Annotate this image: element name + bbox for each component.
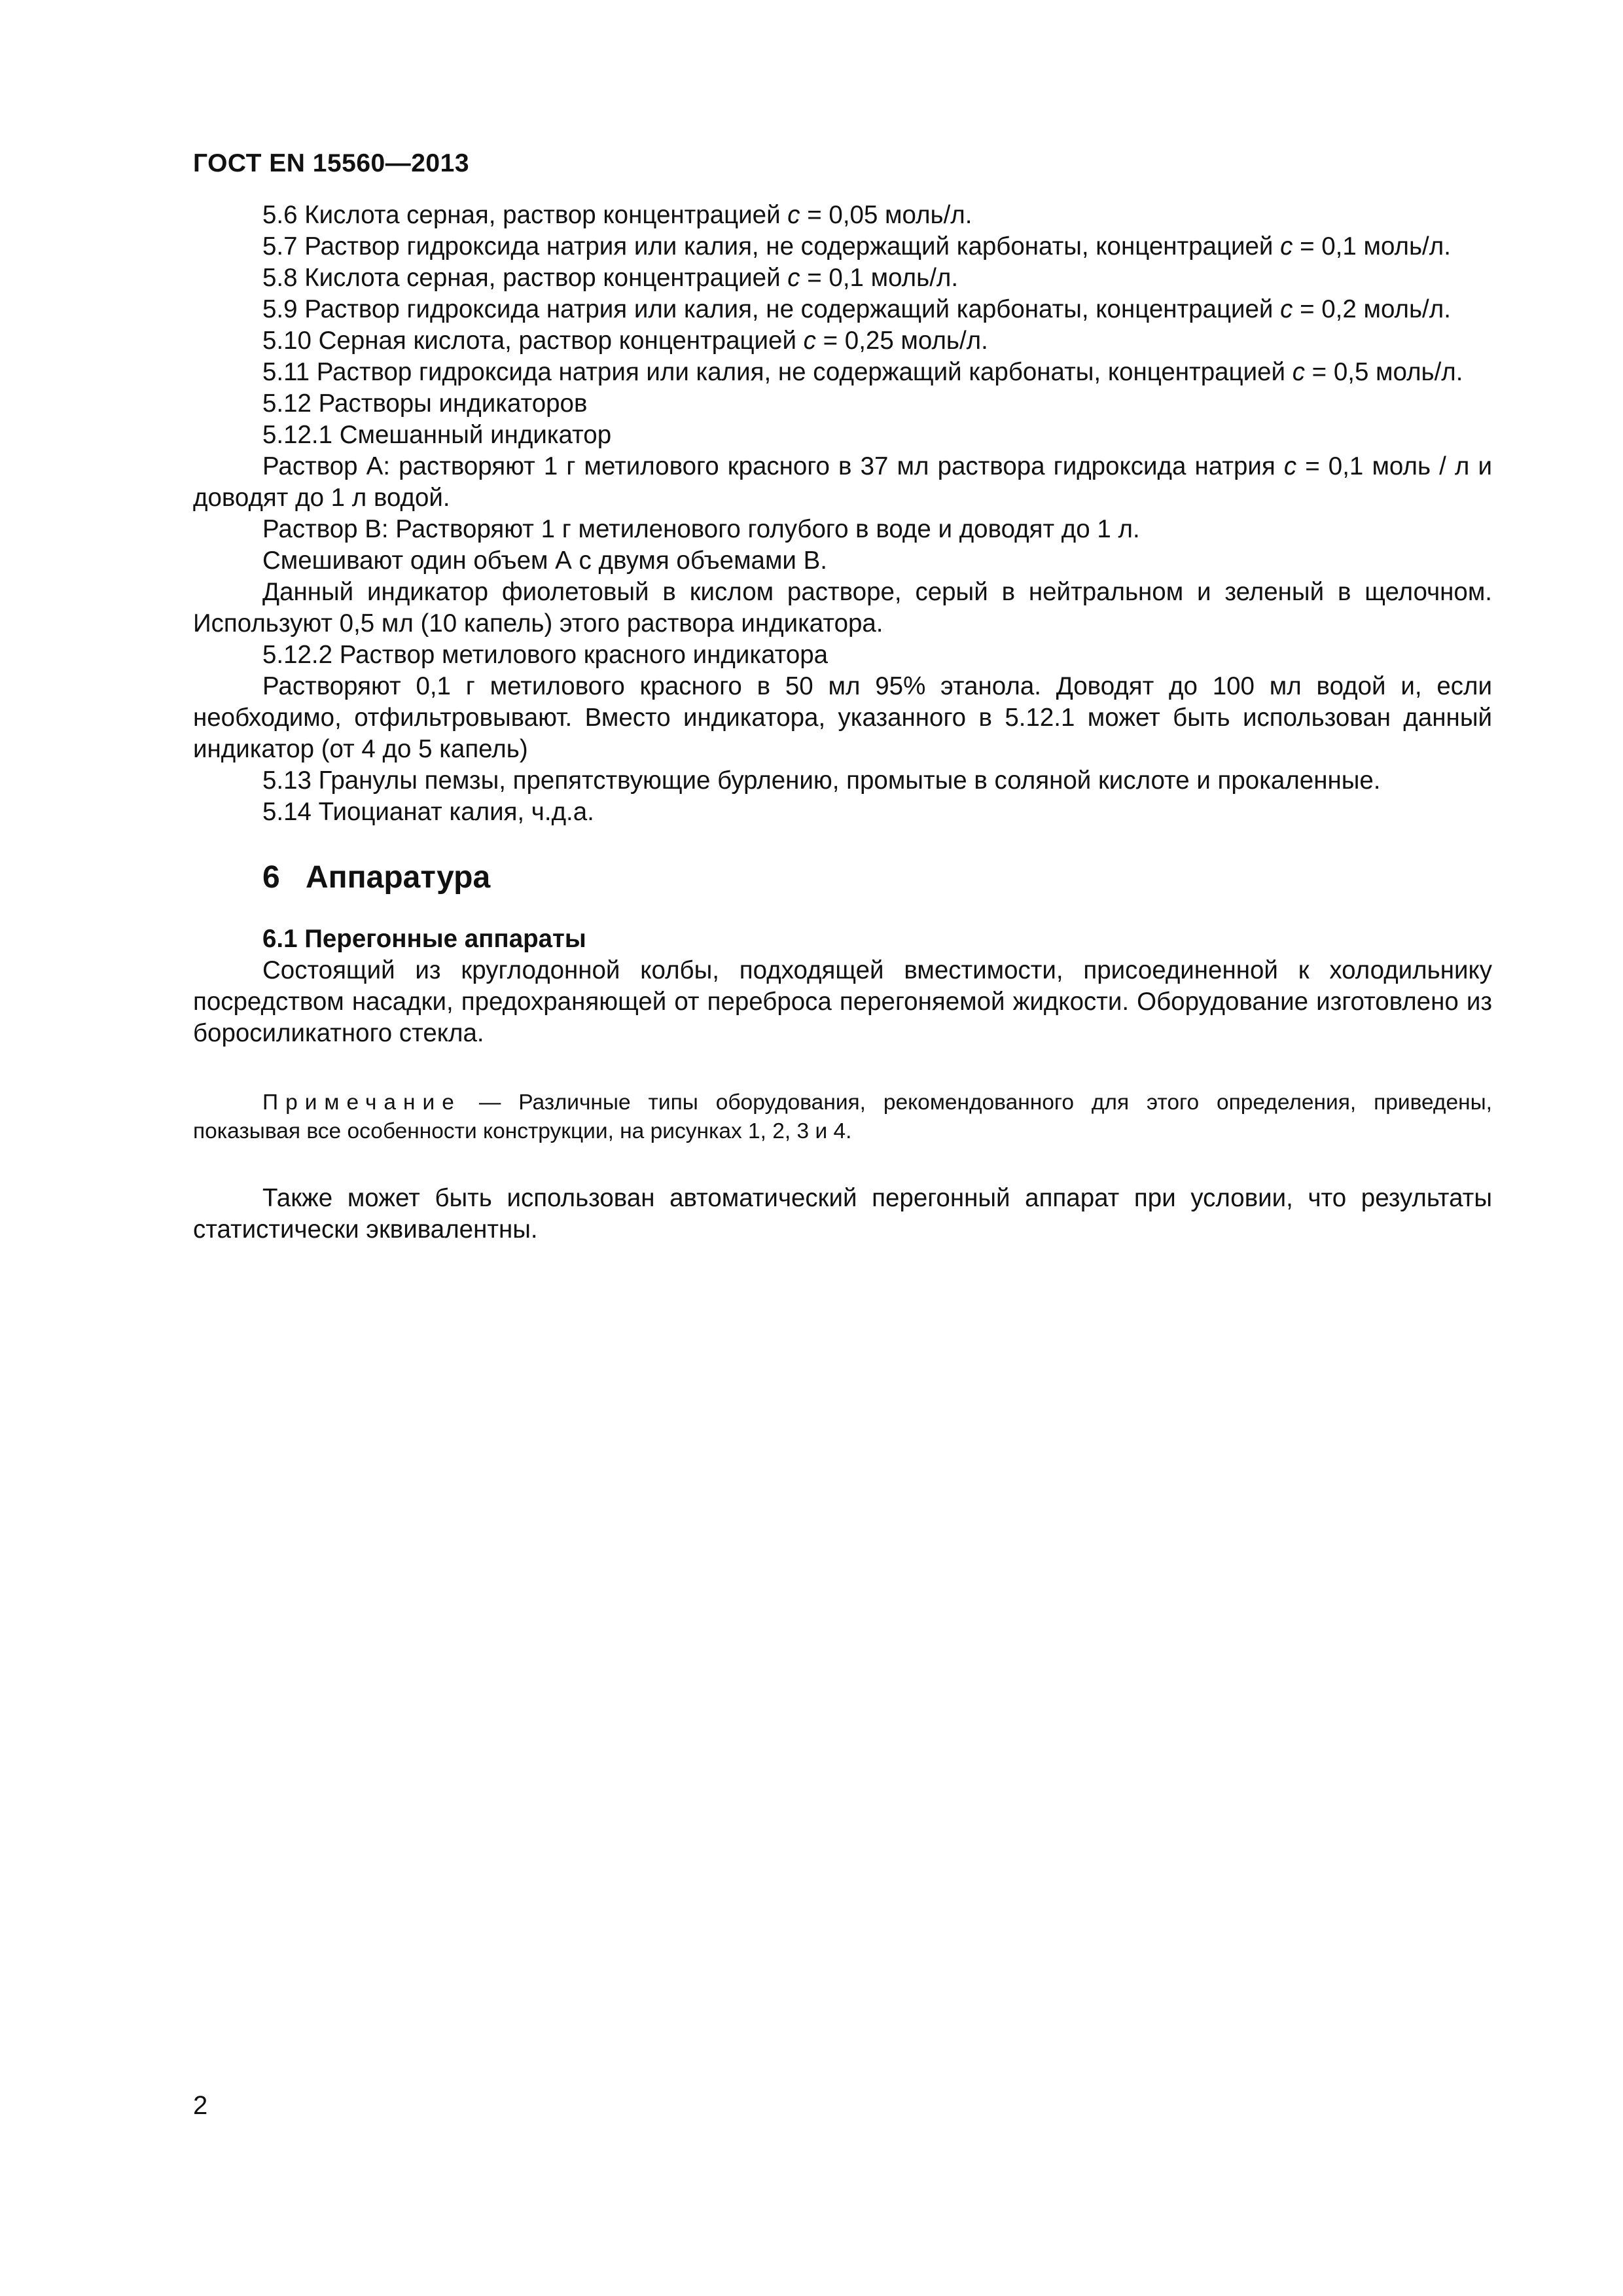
section-title-text: Аппаратура	[306, 860, 491, 895]
automatic-apparatus-text: Также может быть использован автоматический перегонный аппарат при условии, что результаты статистически эквивалентны.	[193, 1184, 1492, 1244]
reagent-5-6: 5.6 Кислота серная, раствор концентрацией c = 0,05 моль/л.	[262, 201, 972, 229]
document-header: ГОСТ EN 15560—2013	[193, 149, 470, 177]
reagent-5-14: 5.14 Тиоцианат калия, ч.д.а.	[262, 798, 594, 826]
section-number: 6	[262, 860, 280, 895]
apparatus-description: Состоящий из круглодонной колбы, подходящей вместимости, присоединенной к холодильнику посредством насадки, предохраняющей от переброса перегоняемой жидкости. Оборудование изготовлено из боросиликатного стекла.	[193, 956, 1492, 1047]
subsection-6-1-title: 6.1 Перегонные аппараты	[262, 925, 586, 953]
reagent-5-7: 5.7 Раствор гидроксида натрия или калия, не содержащий карбонаты, концентрацией c = 0,1 моль/л.	[262, 232, 1451, 260]
page-number: 2	[193, 2091, 208, 2120]
note-text: — Различные типы оборудования, рекомендованного для этого определения, приведены, показывая все особенности конструкции, на рисунках 1, 2, 3 и 4.	[193, 1090, 1492, 1143]
section-6-title	[262, 858, 1492, 897]
reagent-5-11: 5.11 Раствор гидроксида натрия или калия, не содержащий карбонаты, концентрацией c = 0,5 моль/л.	[262, 358, 1463, 386]
indicators-title: 5.12 Растворы индикаторов	[262, 389, 588, 418]
solution-a: Раствор А: растворяют 1 г метилового красного в 37 мл раствора гидроксида натрия c = 0,1 моль / л и доводят до 1 л водой.	[193, 452, 1492, 512]
note	[193, 1088, 1492, 1146]
reagent-5-10: 5.10 Серная кислота, раствор концентрацией c = 0,25 моль/л.	[262, 327, 988, 355]
methyl-red-text: Растворяют 0,1 г метилового красного в 50 мл 95% этанола. Доводят до 100 мл водой и, если необходимо, отфильтровывают. Вместо индикатора, указанного в 5.12.1 может быть использован данный индикатор (от 4 до 5 капель)	[193, 672, 1492, 763]
mix-instruction: Смешивают один объем А с двумя объемами В.	[262, 547, 827, 575]
mixed-indicator-title: 5.12.1 Смешанный индикатор	[262, 421, 612, 449]
reagent-5-8: 5.8 Кислота серная, раствор концентрацией c = 0,1 моль/л.	[262, 264, 959, 292]
note-label: Примечание	[262, 1090, 461, 1115]
methyl-red-title: 5.12.2 Раствор метилового красного индикатора	[262, 641, 829, 669]
reagent-5-9: 5.9 Раствор гидроксида натрия или калия, не содержащий карбонаты, концентрацией c = 0,2 моль/л.	[262, 295, 1451, 323]
indicator-description: Данный индикатор фиолетовый в кислом растворе, серый в нейтральном и зеленый в щелочном. Используют 0,5 мл (10 капель) этого раствора индикатора.	[193, 578, 1492, 637]
document-body	[193, 200, 1492, 1246]
reagent-5-13: 5.13 Гранулы пемзы, препятствующие бурлению, промытые в соляной кислоте и прокаленные.	[262, 766, 1381, 795]
solution-b: Раствор В: Растворяют 1 г метиленового голубого в воде и доводят до 1 л.	[262, 515, 1140, 543]
